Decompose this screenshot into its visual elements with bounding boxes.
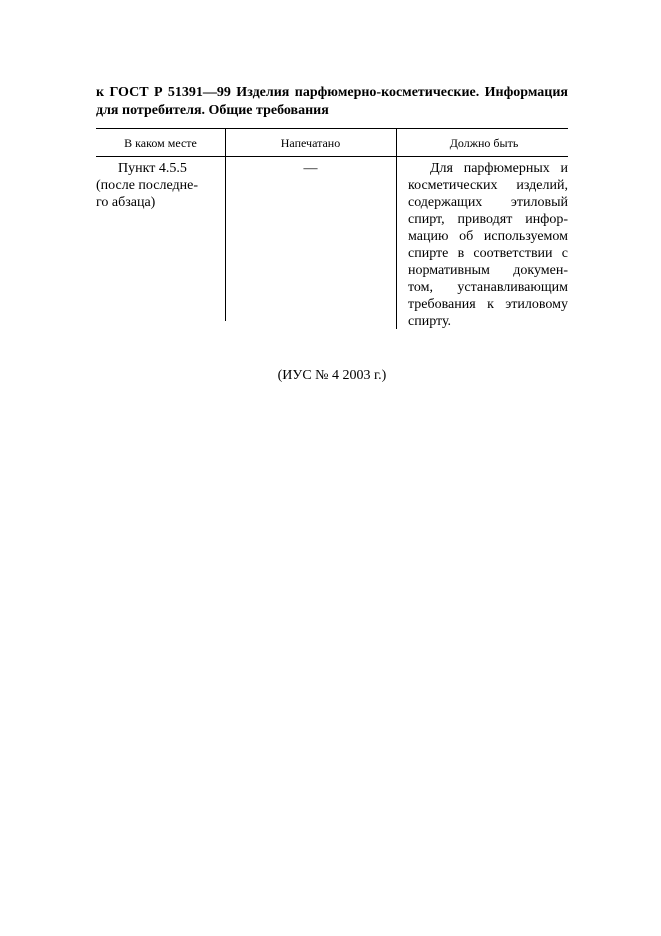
table-cell-place xyxy=(96,160,220,211)
amendment-heading: к ГОСТ Р 51391—99 Изделия парфюмерно-косметические. Информация для потребителя. Общие требования xyxy=(96,85,568,118)
table-header-should-be: Должно быть xyxy=(449,136,519,150)
table-cell-should-be xyxy=(408,160,568,330)
table-cell-should-be-line: содержащих этиловый xyxy=(408,195,568,210)
table-column-divider-1 xyxy=(225,128,226,321)
table-header-rule xyxy=(96,156,568,157)
table-cell-place-line: го абзаца) xyxy=(96,195,156,210)
table-cell-place-line: Пункт 4.5.5 xyxy=(118,161,187,176)
table-cell-should-be-line: спирту. xyxy=(408,314,452,329)
table-cell-should-be-line: спирт, приводят инфор- xyxy=(408,212,568,227)
table-cell-should-be-line: нормативным докумен- xyxy=(408,263,568,278)
ius-reference: (ИУС № 4 2003 г.) xyxy=(277,368,387,383)
table-cell-should-be-line: мацию об используемом xyxy=(408,229,568,244)
table-cell-should-be-line: косметических изделий, xyxy=(408,178,568,193)
table-cell-place-line: (после последне- xyxy=(96,178,198,193)
table-cell-should-be-line: спирте в соответствии с xyxy=(408,246,568,261)
table-column-divider-2 xyxy=(396,128,397,329)
table-top-rule xyxy=(96,128,568,129)
table-cell-should-be-line: Для парфюмерных и xyxy=(430,161,568,176)
table-cell-should-be-line: том, устанавливающим xyxy=(408,280,568,295)
table-header-printed: Напечатано xyxy=(280,136,341,150)
table-cell-printed: — xyxy=(303,161,318,176)
table-header-place: В каком месте xyxy=(124,136,197,150)
table-cell-should-be-line: требования к этиловому xyxy=(408,297,568,312)
